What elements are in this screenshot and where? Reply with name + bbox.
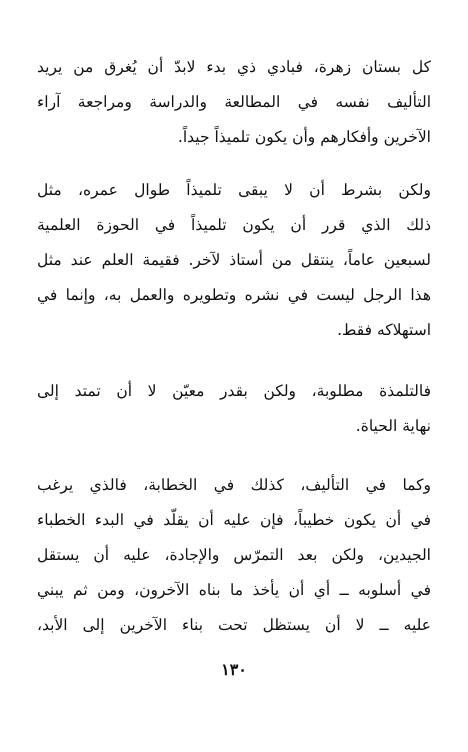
text-line: ولكن بشرط أن لا يبقى تلميذاً طوال عمره، مثل: [37, 181, 431, 199]
text-line: في أن يكون خطيباً، فإن عليه أن يقلّد في البدء الخطباء: [37, 511, 431, 529]
paragraph: [37, 468, 431, 643]
text-line: الآخرين وأفكارهم وأن يكون تلميذاً جيداً.: [177, 128, 431, 146]
paragraph: [37, 173, 431, 348]
text-line: فالتلمذة مطلوبة، ولكن بقدر معيّن لا أن تمتد إلى: [37, 382, 431, 400]
text-line: ذلك الذي قرر أن يكون تلميذاً في الحوزة العلمية: [37, 216, 431, 234]
paragraph: [37, 50, 431, 155]
text-line: في أسلوبه ــ أي أن يأخذ ما بناه الآخرون، ومن ثم يبني: [37, 581, 431, 599]
page-number: ١٣٠: [221, 660, 247, 679]
text-line: التأليف نفسه في المطالعة والدراسة ومراجعة آراء: [37, 93, 431, 111]
paragraph: [37, 374, 431, 444]
text-line: عليه ــ لا أن يستظل تحت بناء الآخرين إلى الأبد،: [37, 616, 431, 634]
text-line: وكما في التأليف، كذلك في الخطابة، فالذي يرغب: [37, 476, 431, 494]
text-line: لسبعين عاماً، ينتقل من أستاذ لآخر. فقيمة العلم عند مثل: [37, 251, 431, 269]
text-line: الجيدين، ولكن بعد التمرّس والإجادة، عليه أن يستقل: [37, 546, 431, 564]
text-line: هذا الرجل ليست في نشره وتطويره والعمل به، وإنما في: [37, 286, 431, 304]
text-line: استهلاكه فقط.: [337, 321, 431, 339]
text-line: نهاية الحياة.: [355, 417, 431, 435]
text-line: كل بستان زهرة، فبادي ذي بدء لابدّ أن يُغرق من يريد: [37, 58, 431, 76]
